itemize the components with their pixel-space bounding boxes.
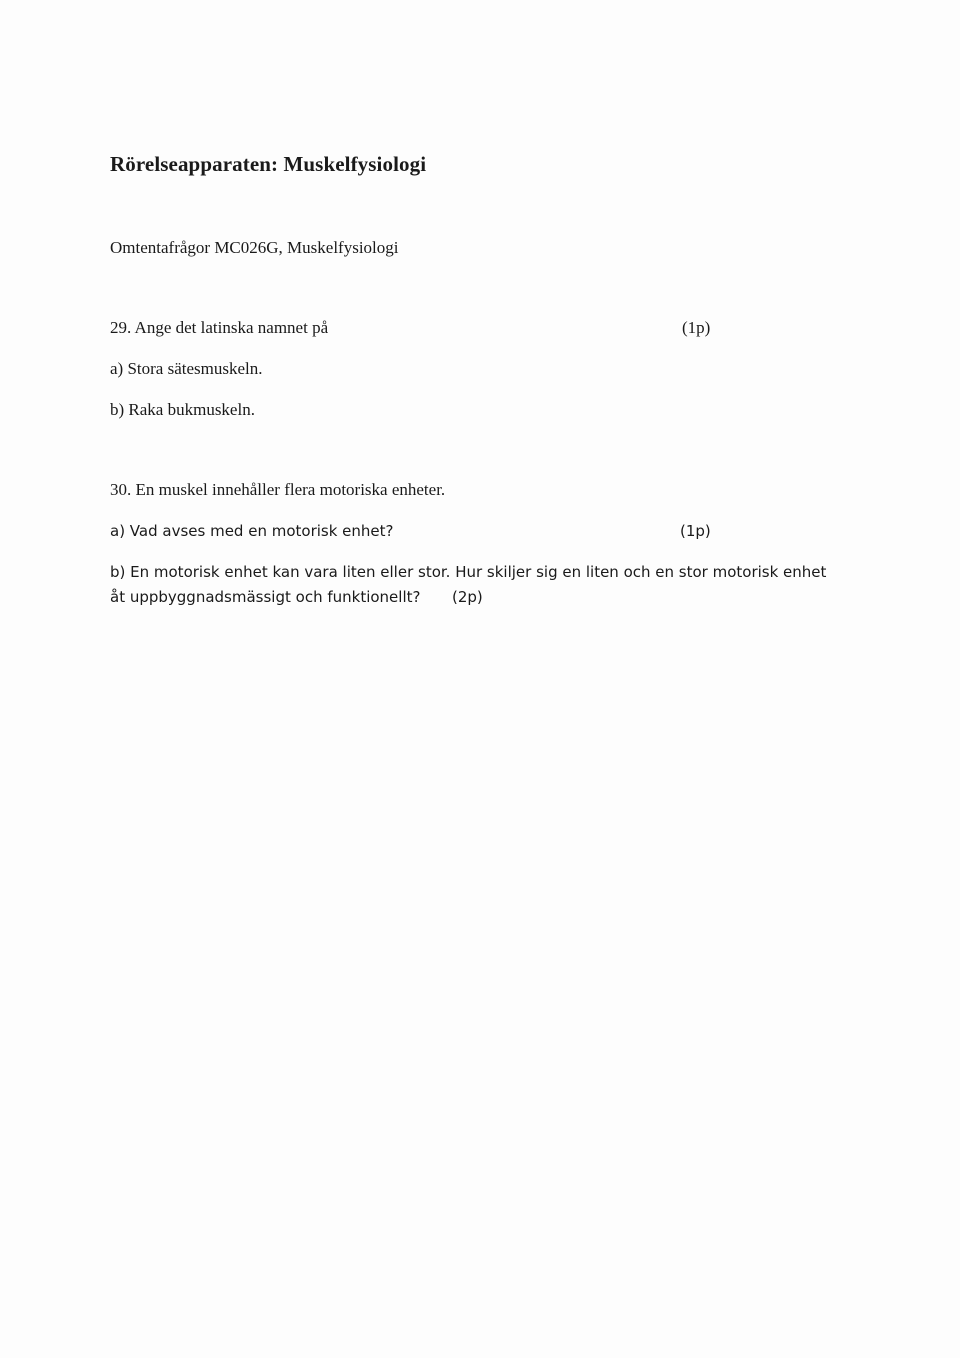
question-29-points: (1p) xyxy=(682,318,711,337)
exam-subtitle: Omtentafrågor MC026G, Muskelfysiologi xyxy=(110,238,399,257)
question-29-part-b: b) Raka bukmuskeln. xyxy=(110,400,255,419)
question-30-part-a-points: (1p) xyxy=(680,522,711,540)
question-30-part-b-line2: åt uppbyggnadsmässigt och funktionellt? xyxy=(110,588,421,606)
question-29-text: 29. Ange det latinska namnet på xyxy=(110,318,329,337)
question-30-part-b-line1: b) En motorisk enhet kan vara liten eller stor. Hur skiljer sig en liten och en stor motorisk enhet xyxy=(110,563,827,581)
question-30-text: 30. En muskel innehåller flera motoriska enheter. xyxy=(110,480,446,499)
question-30-part-b-points: (2p) xyxy=(452,588,483,606)
page-title: Rörelseapparaten: Muskelfysiologi xyxy=(110,152,427,176)
question-30-part-a: a) Vad avses med en motorisk enhet? xyxy=(110,522,394,540)
question-29-part-a: a) Stora sätesmuskeln. xyxy=(110,359,263,378)
